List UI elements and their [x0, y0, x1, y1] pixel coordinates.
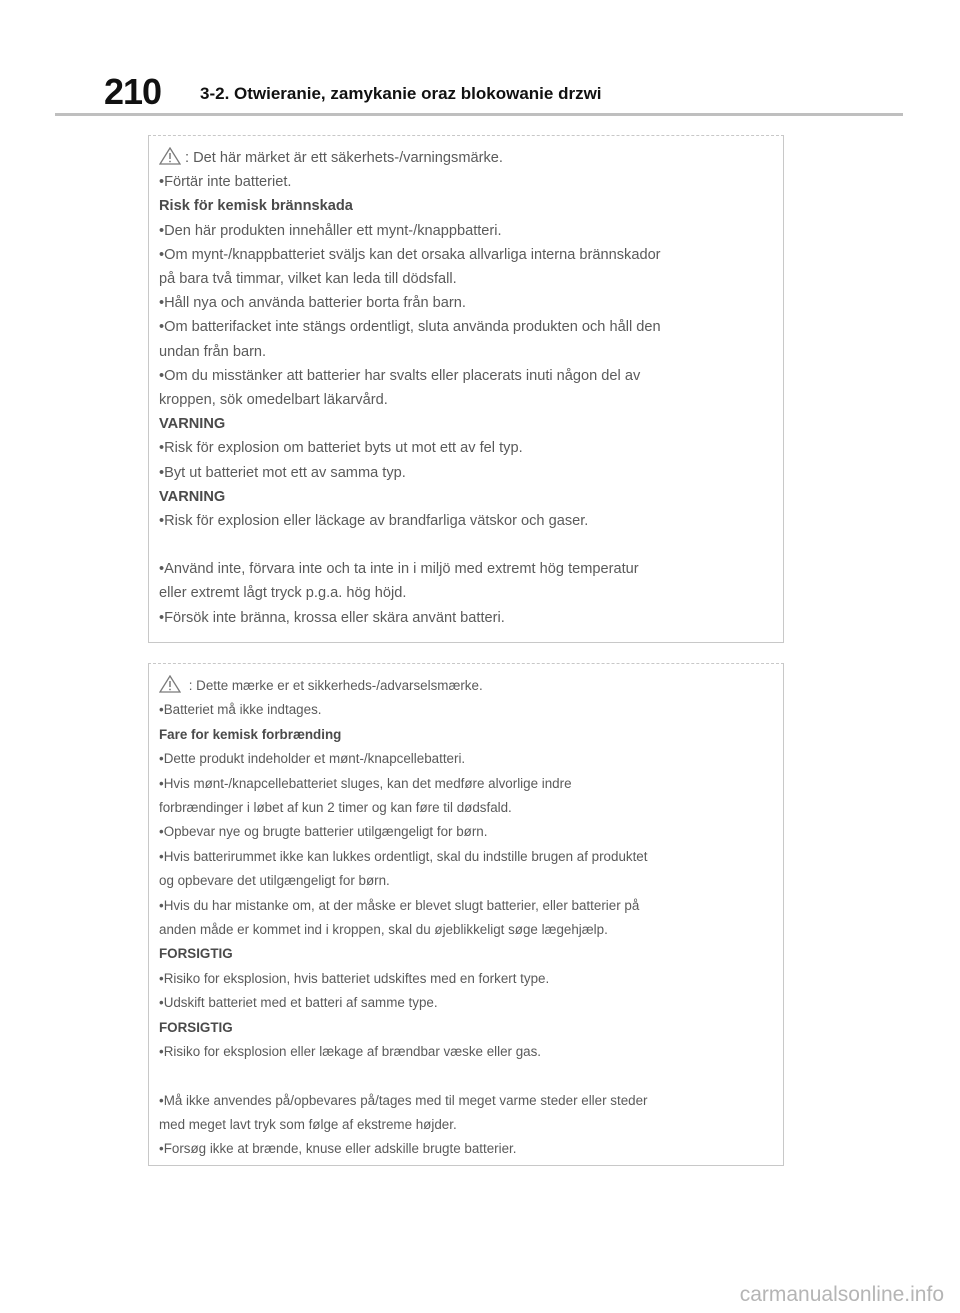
text-line: •Håll nya och använda batterier borta från barn. [159, 295, 466, 312]
text-line: med meget lavt tryk som følge af ekstreme højder. [159, 1116, 457, 1132]
text-line: •Byt ut batteriet mot ett av samma typ. [159, 464, 406, 481]
text-line: eller extremt lågt tryck p.g.a. hög höjd. [159, 585, 407, 602]
symbol-label: : Det här märket är ett säkerhets-/varningsmärke. [185, 150, 503, 166]
text-line: •Batteriet må ikke indtages. [159, 702, 322, 718]
text-line: •Använd inte, förvara inte och ta inte in i miljö med extremt hög temperatur [159, 561, 639, 578]
watermark: carmanualsonline.info [739, 1283, 944, 1306]
symbol-line [159, 674, 773, 698]
warning-triangle-icon [159, 147, 181, 165]
text-line: •Hvis batterirummet ikke kan lukkes ordentligt, skal du indstille brugen af produktet [159, 848, 648, 864]
text-line: forbrændinger i løbet af kun 2 timer og kan føre til dødsfald. [159, 800, 512, 816]
text-line: på bara två timmar, vilket kan leda till dödsfall. [159, 271, 457, 288]
text-line: undan från barn. [159, 343, 267, 360]
text-line: •Risk för explosion eller läckage av brandfarliga vätskor och gaser. [159, 513, 589, 530]
heading-line: VARNING [159, 488, 226, 505]
text-line: •Hvis mønt-/knapcellebatteriet sluges, kan det medføre alvorlige indre [159, 775, 572, 791]
text-line: og opbevare det utilgængeligt for børn. [159, 873, 390, 889]
heading-line: VARNING [159, 416, 226, 433]
warning-triangle-icon [159, 675, 181, 693]
heading-line: FORSIGTIG [159, 1019, 233, 1035]
text-line: •Om batterifacket inte stängs ordentligt, sluta använda produkten och håll den [159, 319, 661, 336]
heading-line: Risk för kemisk brännskada [159, 198, 353, 215]
text-line: •Försök inte bränna, krossa eller skära använt batteri. [159, 609, 505, 626]
text-line: •Hvis du har mistanke om, at der måske er blevet slugt batterier, eller batterier på [159, 897, 640, 913]
heading-line: Fare for kemisk forbrænding [159, 726, 342, 742]
text-line: kroppen, sök omedelbart läkarvård. [159, 392, 388, 409]
text-line: •Risiko for eksplosion, hvis batteriet udskiftes med en forkert type. [159, 970, 550, 986]
heading-line: FORSIGTIG [159, 946, 233, 962]
danish-warning-box [148, 663, 784, 1166]
text-line: •Den här produkten innehåller ett mynt-/knappbatteri. [159, 222, 502, 239]
page-number: 210 [104, 71, 162, 112]
header-rule [55, 113, 903, 116]
text-line: anden måde er kommet ind i kroppen, skal du øjeblikkeligt søge lægehjælp. [159, 922, 608, 938]
text-line: •Udskift batteriet med et batteri af samme type. [159, 995, 438, 1011]
text-line: •Forsøg ikke at brænde, knuse eller adskille brugte batterier. [159, 1141, 517, 1157]
blank-line [159, 533, 773, 557]
text-line: •Må ikke anvendes på/opbevares på/tages med til meget varme steder eller steder [159, 1092, 648, 1108]
page-header [0, 0, 960, 118]
text-line: •Risiko for eksplosion eller lækage af brændbar væske eller gas. [159, 1044, 542, 1060]
text-line: •Om mynt-/knappbatteriet sväljs kan det orsaka allvarliga interna brännskador [159, 246, 661, 263]
swedish-warning-box [148, 135, 784, 643]
symbol-line [159, 146, 773, 170]
text-line: •Risk för explosion om batteriet byts ut mot ett av fel typ. [159, 440, 523, 457]
text-line: •Dette produkt indeholder et mønt-/knapcellebatteri. [159, 751, 466, 767]
blank-line [159, 1065, 773, 1089]
text-line: •Förtär inte batteriet. [159, 174, 292, 191]
symbol-label: : Dette mærke er et sikkerheds-/advarselsmærke. [188, 678, 483, 693]
text-line: •Om du misstänker att batterier har svalts eller placerats inuti någon del av [159, 367, 641, 384]
text-line: •Opbevar nye og brugte batterier utilgængeligt for børn. [159, 824, 488, 840]
section-title: 3-2. Otwieranie, zamykanie oraz blokowanie drzwi [200, 84, 602, 103]
